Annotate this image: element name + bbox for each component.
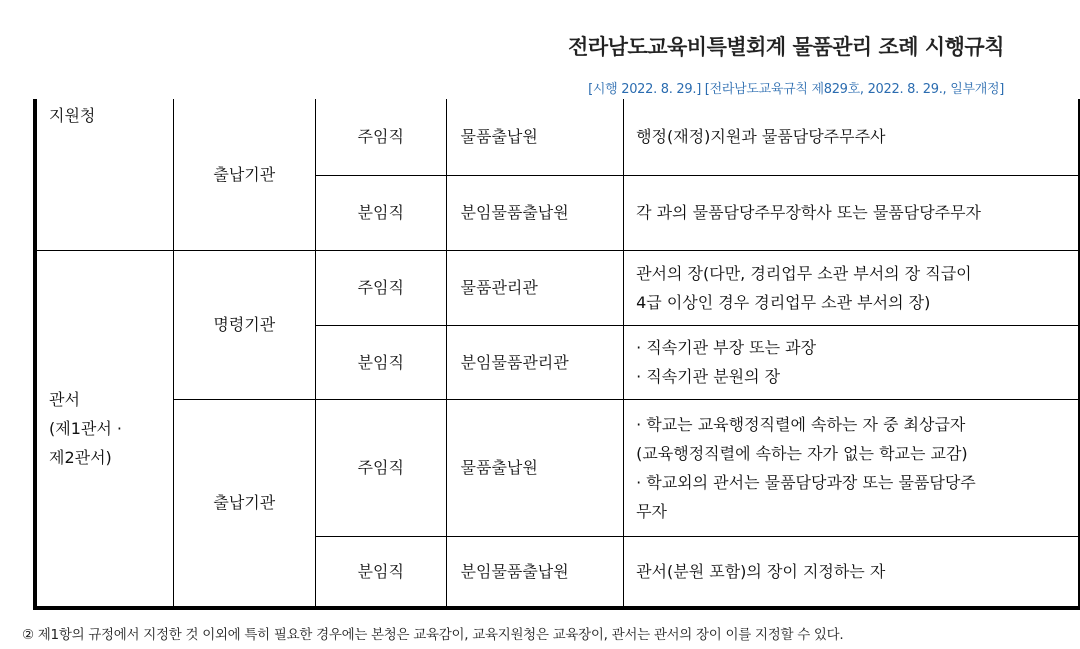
position-cell: 물품출납원 — [446, 399, 624, 536]
description-cell — [624, 325, 1079, 399]
org-cell-jiwon: 지원청 — [35, 99, 173, 250]
position-cell: 물품관리관 — [446, 250, 624, 325]
description-cell — [624, 399, 1079, 536]
page-title: 전라남도교육비특별회계 물품관리 조례 시행규칙 — [568, 35, 1004, 59]
position-cell: 물품출납원 — [446, 99, 624, 175]
description-line: · 학교는 교육행정직렬에 속하는 자 중 최상급자 — [636, 414, 966, 434]
org-cell-gwanseo — [35, 250, 173, 608]
role-cell: 분임직 — [315, 175, 446, 250]
org-line: 제2관서) — [49, 447, 112, 467]
description-line: 무자 — [636, 501, 668, 521]
table-row — [35, 250, 1079, 325]
description-cell: 행정(재정)지원과 물품담당주무주사 — [624, 99, 1079, 175]
position-cell: 분임물품출납원 — [446, 175, 624, 250]
type-cell: 출납기관 — [173, 99, 315, 250]
description-line: 관서의 장(다만, 경리업무 소관 부서의 장 직급이 — [636, 263, 972, 283]
description-line: 4급 이상인 경우 경리업무 소관 부서의 장) — [636, 292, 931, 312]
table-row — [35, 99, 1079, 175]
enforcement-info-link[interactable]: [시행 2022. 8. 29.] [전라남도교육규칙 제829호, 2022. 8. 29., 일부개정] — [588, 82, 1004, 97]
description-cell: 각 과의 물품담당주무장학사 또는 물품담당주무자 — [624, 175, 1079, 250]
description-cell: 관서(분원 포함)의 장이 지정하는 자 — [624, 536, 1079, 608]
position-cell: 분임물품관리관 — [446, 325, 624, 399]
description-line: (교육행정직렬에 속하는 자가 없는 학교는 교감) — [636, 443, 968, 463]
description-line: · 학교외의 관서는 물품담당과장 또는 물품담당주 — [636, 472, 976, 492]
role-cell: 분임직 — [315, 325, 446, 399]
table-row — [35, 399, 1079, 536]
description-cell — [624, 250, 1079, 325]
footnote-paragraph: ② 제1항의 규정에서 지정한 것 이외에 특히 필요한 경우에는 본청은 교육감이, 교육지원청은 교육장이, 관서는 관서의 장이 이를 지정할 수 있다. — [22, 627, 844, 643]
property-officer-table — [33, 99, 1080, 610]
description-line: · 직속기관 분원의 장 — [636, 367, 781, 386]
role-cell: 주임직 — [315, 99, 446, 175]
org-line: (제1관서 · — [49, 418, 122, 438]
position-cell: 분임물품출납원 — [446, 536, 624, 608]
role-cell: 주임직 — [315, 250, 446, 325]
org-line: 관서 — [49, 389, 80, 409]
type-cell: 명령기관 — [173, 250, 315, 399]
role-cell: 주임직 — [315, 399, 446, 536]
description-line: · 직속기관 부장 또는 과장 — [636, 338, 817, 357]
type-cell: 출납기관 — [173, 399, 315, 608]
role-cell: 분임직 — [315, 536, 446, 608]
